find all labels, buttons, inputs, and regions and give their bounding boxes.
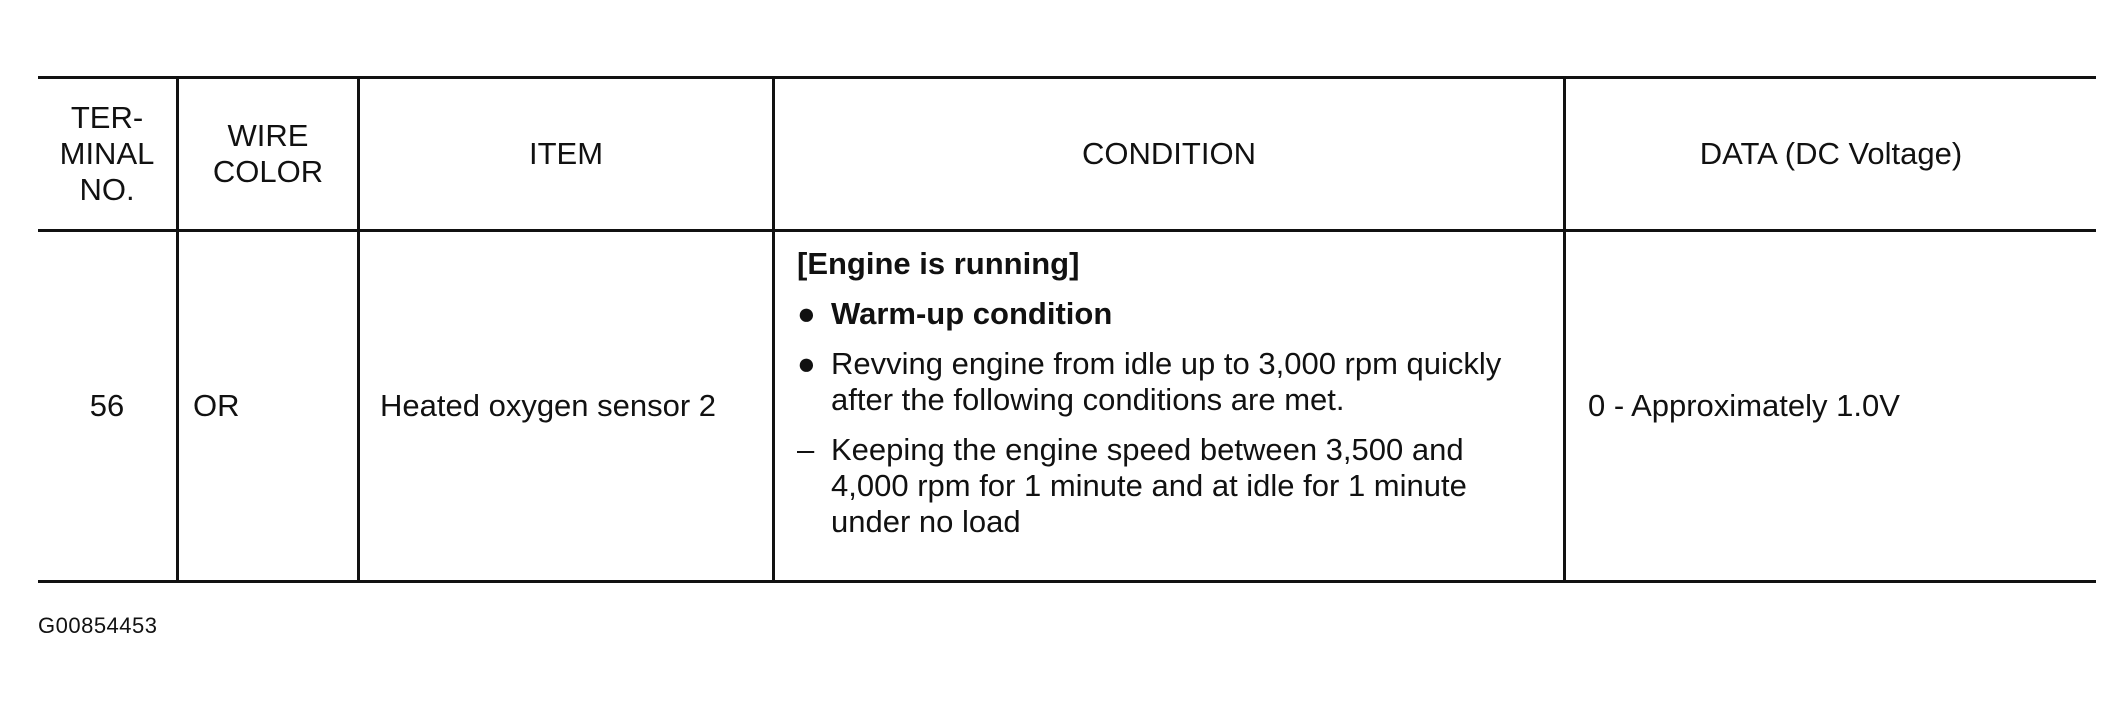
header-condition: CONDITION bbox=[774, 78, 1565, 231]
cell-condition bbox=[774, 231, 1565, 582]
cell-wire-color: OR bbox=[178, 231, 359, 582]
header-terminal-line-2: MINAL bbox=[59, 136, 155, 171]
cell-data-voltage: 0 - Approximately 1.0V bbox=[1565, 231, 2097, 582]
dash-icon: – bbox=[797, 432, 815, 467]
condition-text: Warm-up condition bbox=[831, 296, 1113, 331]
bullet-icon: ● bbox=[797, 296, 816, 331]
header-row bbox=[38, 78, 2096, 231]
figure-id-label: G00854453 bbox=[38, 613, 158, 638]
header-wire-color bbox=[178, 78, 359, 231]
condition-text: Revving engine from idle up to 3,000 rpm quickly after the following conditions are met. bbox=[831, 346, 1502, 417]
condition-line-keeping-speed bbox=[797, 432, 1543, 540]
condition-line-revving bbox=[797, 346, 1543, 418]
header-terminal-line-1: TER- bbox=[70, 100, 144, 135]
cell-item: Heated oxygen sensor 2 bbox=[359, 231, 774, 582]
terminal-data-table-container bbox=[38, 76, 2090, 583]
condition-text: Keeping the engine speed between 3,500 and 4,000 rpm for 1 minute and at idle for 1 minute under no load bbox=[831, 432, 1467, 539]
cell-terminal-no: 56 bbox=[38, 231, 178, 582]
condition-line-warm-up bbox=[797, 296, 1543, 332]
header-wire-line-2: COLOR bbox=[212, 154, 324, 189]
bullet-icon: ● bbox=[797, 346, 816, 381]
terminal-data-table bbox=[38, 76, 2096, 583]
header-terminal-no bbox=[38, 78, 178, 231]
condition-heading: [Engine is running] bbox=[797, 246, 1080, 281]
header-wire-line-1: WIRE bbox=[227, 118, 309, 153]
header-item: ITEM bbox=[359, 78, 774, 231]
header-terminal-line-3: NO. bbox=[79, 172, 135, 207]
table-row bbox=[38, 231, 2096, 582]
header-data: DATA (DC Voltage) bbox=[1565, 78, 2097, 231]
